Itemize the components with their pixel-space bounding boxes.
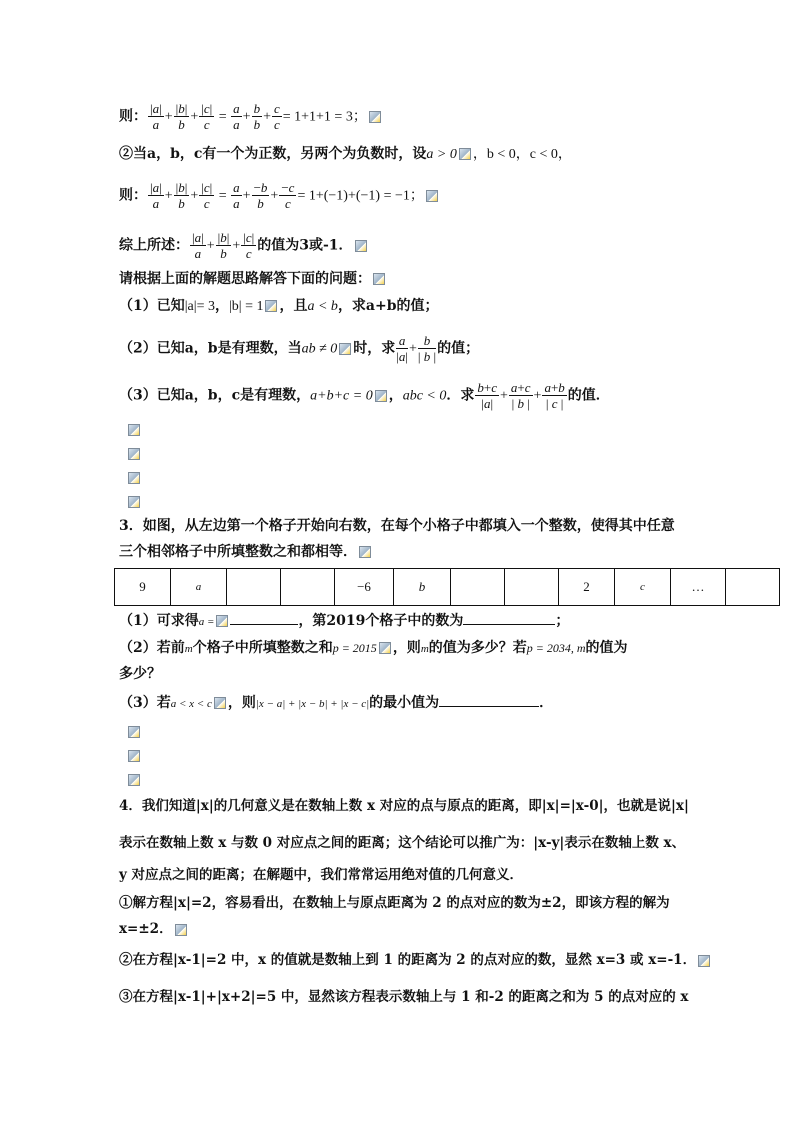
p2-text-d: 的值为多少？若 [428,640,527,656]
problem-3-line-2 [119,543,373,561]
q1-text-a: （1）已知 [119,298,185,314]
image-placeholder-icon [373,273,385,285]
grid-cell: 2 [559,569,615,606]
answer-blank[interactable] [439,692,539,707]
label-ze-1: 则： [119,108,147,125]
problem-4-line-1 [119,797,689,815]
image-placeholder-icon [359,546,371,558]
image-placeholder-icon [214,697,226,709]
p2-text-b: 个格子中所填整数之和 [192,640,333,656]
image-placeholder-icon [355,240,367,252]
q3-text-d: 的值． [567,387,610,404]
condition-bc: ，b < 0，c < 0， [472,147,572,162]
question-1 [119,297,439,316]
number-grid [114,568,780,606]
image-placeholder-icon [128,472,140,484]
grid-cell [281,569,335,606]
problem-4-text-3: y 对应点之间的距离；在解题中，我们常常运用绝对值的几何意义． [119,867,524,883]
p2-text-c: ，则 [392,640,421,656]
q2-text-b: 时，求 [353,340,396,357]
fraction: $\frac{a+b}{| c |}$ [544,380,565,411]
grid-cell: a [171,569,227,606]
image-placeholder-icon [128,774,140,786]
problem-4-line-4 [119,894,670,912]
image-placeholder-icon [369,111,381,123]
problem-3-part-2 [119,639,628,658]
condition-a: a > 0 [426,147,457,162]
grid-cell [451,569,505,606]
p3-text-c: 的最小值为 [369,695,440,711]
answer-blank[interactable] [230,610,298,625]
problem-4-text-1: 4．我们知道|x|的几何意义是在数轴上数 x 对应的点与原点的距离，即|x|=|x-0|，也就是说|x| [119,798,689,814]
p3-text-a: （3）若 [119,695,171,711]
image-placeholder-icon [375,390,387,402]
fraction: $\frac{|a|}{a}$ [150,101,162,132]
image-placeholder-icon [379,642,391,654]
image-placeholder-icon [339,343,351,355]
grid-cell: −6 [335,569,394,606]
image-placeholder-icon [128,750,140,762]
fraction: $\frac{|b|}{b}$ [175,180,188,211]
fraction: $\frac{a}{|a|}$ [396,333,409,364]
grid-cell: b [394,569,451,606]
image-placeholder-icon [265,300,277,312]
fraction: $\frac{|a|}{a}$ [150,180,162,211]
fraction: $\frac{b}{b}$ [253,101,261,132]
q2-text-c: 的值； [437,340,480,357]
p2-text-line2: 多少？ [119,666,161,682]
image-placeholder-icon [175,924,187,936]
fraction: $\frac{|c|}{c}$ [201,101,213,132]
equation-result: = 1+(−1)+(−1) = −1； [297,188,424,204]
problem-4-text-4: ①解方程|x|=2，容易看出，在数轴上与原点距离为 2 的点对应的数为±2，即该方程的解为 [119,895,670,911]
grid-cell [726,569,780,606]
p1-text-b: ，第2019个格子中的数为 [298,613,464,629]
q2-text-a: （2）已知a，b是有理数，当 [119,340,302,357]
p1-text-c: ； [555,613,570,629]
summary-line: 综上所述： $\frac{|a|}{a}$ + $\frac{|b|}{b}$ + $\frac{|c|}{c}$ 的值为3或-1． [119,230,369,261]
case-2-text: ②当a，b，c有一个为正数，另两个为负数时，设 [119,146,427,162]
fraction: $\frac{a+c}{| b |}$ [510,380,531,411]
fraction: $\frac{a}{a}$ [233,101,240,132]
fraction: $\frac{|a|}{a}$ [192,230,204,261]
q3-text-a: （3）已知a，b，c是有理数， [119,387,311,404]
problem-4-line-5 [119,920,189,938]
grid-cell: 9 [115,569,171,606]
fraction: $\frac{|c|}{c}$ [243,230,255,261]
problem-4-line-6 [119,951,712,969]
p1-text-a: （1）可求得 [119,613,199,629]
summary-text: 的值为3或-1． [257,237,353,254]
p2-text-e: 的值为 [585,640,628,656]
fraction: $\frac{b}{| b |}$ [417,333,437,364]
p2-math-1: m [184,643,193,655]
instruction-line [119,270,387,288]
problem-4-line-7 [119,988,688,1006]
fraction: $\frac{-b}{b}$ [253,180,268,211]
problem-4-text-7: ③在方程|x-1|+|x+2|=5 中，显然该方程表示数轴上与 1 和-2 的距离之和为 5 的点对应的 x [119,989,689,1005]
answer-blank[interactable] [463,610,555,625]
q3-text-c: ．求 [446,387,475,404]
grid-cell: c [615,569,671,606]
problem-3-part-2-cont [119,665,161,683]
p2-math-2: p = 2015 [332,641,377,655]
problem-4-text-2: 表示在数轴上数 x 与数 0 对应点之间的距离；这个结论可以推广为：|x-y|表示在数轴上数 x、 [119,835,686,851]
grid-cell [227,569,281,606]
p3-text-b: ，则 [227,695,256,711]
fraction: $\frac{|b|}{b}$ [217,230,230,261]
image-placeholder-icon [459,148,471,160]
problem-3-part-3 [119,692,553,713]
problem-4-text-6: ②在方程|x-1|=2 中，x 的值就是数轴上到 1 的距离为 2 的点对应的数，显然 x=3 或 x=-1． [119,952,697,968]
q1-text-d: ，求a+b的值； [337,298,439,314]
question-3: （3）已知a，b，c是有理数，a+b+c = 0 ，abc < 0．求 $\frac{b+c}{|a|}$ + $\frac{a+c}{| b |}$ + $\frac{a+b}{| c |}$ 的值． [119,380,610,411]
instruction-text: 请根据上面的解题思路解答下面的问题： [119,271,371,287]
grid-cell [505,569,559,606]
image-placeholder-icon [216,615,228,627]
q1-text-b: ， [214,298,229,314]
problem-3-part-1 [119,610,569,631]
image-placeholder-icon [128,448,140,460]
fraction: $\frac{a}{a}$ [233,180,240,211]
q1-math-1: |a|= 3 [184,299,215,314]
p2-math-3: m [420,643,429,655]
q1-math-2: |b| = 1 [228,299,264,314]
p2-math-4: p = 2034, m [526,641,586,655]
equation-line-2: 则： $\frac{|a|}{a}$ + $\frac{|b|}{b}$ + $\frac{|c|}{c}$ = $\frac{a}{a}$ + $\frac{-b}{b}$ + $\frac{-c}{c}$ = 1+(−1)+(−1) = −1； [119,180,440,211]
problem-4-line-2 [119,834,685,852]
fraction: $\frac{c}{c}$ [273,101,280,132]
grid-cell: … [671,569,726,606]
q3-math-1: a+b+c = 0 [310,388,373,404]
q2-math-1: ab ≠ 0 [301,341,338,357]
grid-row [115,569,780,606]
image-placeholder-icon [128,496,140,508]
case-2-line [119,145,572,164]
image-placeholder-icon [128,726,140,738]
q1-math-3: a < b [307,299,338,314]
image-placeholder-icon [128,424,140,436]
summary-label: 综上所述： [119,237,189,254]
label-ze-2: 则： [119,187,147,204]
image-placeholder-icon [698,955,710,967]
p1-math: a = [198,616,215,628]
problem-3-text-1: 3．如图，从左边第一个格子开始向右数，在每个小格子中都填入一个整数，使得其中任意 [119,518,675,534]
q3-math-2: abc < 0 [402,388,447,404]
fraction: $\frac{|c|}{c}$ [201,180,213,211]
p2-text-a: （2）若前 [119,640,185,656]
image-placeholder-icon [426,190,438,202]
p3-text-d: ． [539,695,554,711]
q1-text-c: ，且 [279,298,308,314]
problem-4-line-3 [119,866,523,884]
p3-math-1: a < x < c [170,698,212,710]
fraction: $\frac{|b|}{b}$ [175,101,188,132]
problem-3-text-2: 三个相邻格子中所填整数之和都相等． [119,544,357,560]
q3-text-b: ， [388,387,403,404]
question-2: （2）已知a，b是有理数，当ab ≠ 0 时，求 $\frac{a}{|a|}$ + $\frac{b}{| b |}$ 的值； [119,333,480,364]
p3-math-2: |x − a| + |x − b| + |x − c| [255,698,370,710]
equation-line-1: 则： $\frac{|a|}{a}$ + $\frac{|b|}{b}$ + $\frac{|c|}{c}$ = $\frac{a}{a}$ + $\frac{b}{b}$ + $\frac{c}{c}$ = 1+1+1 = 3； [119,101,383,132]
equation-result: = 1+1+1 = 3； [282,109,367,125]
fraction: $\frac{-c}{c}$ [281,180,295,211]
fraction: $\frac{b+c}{|a|}$ [477,380,497,411]
problem-3-line-1 [119,517,675,535]
problem-4-text-5: x=±2． [119,921,173,937]
